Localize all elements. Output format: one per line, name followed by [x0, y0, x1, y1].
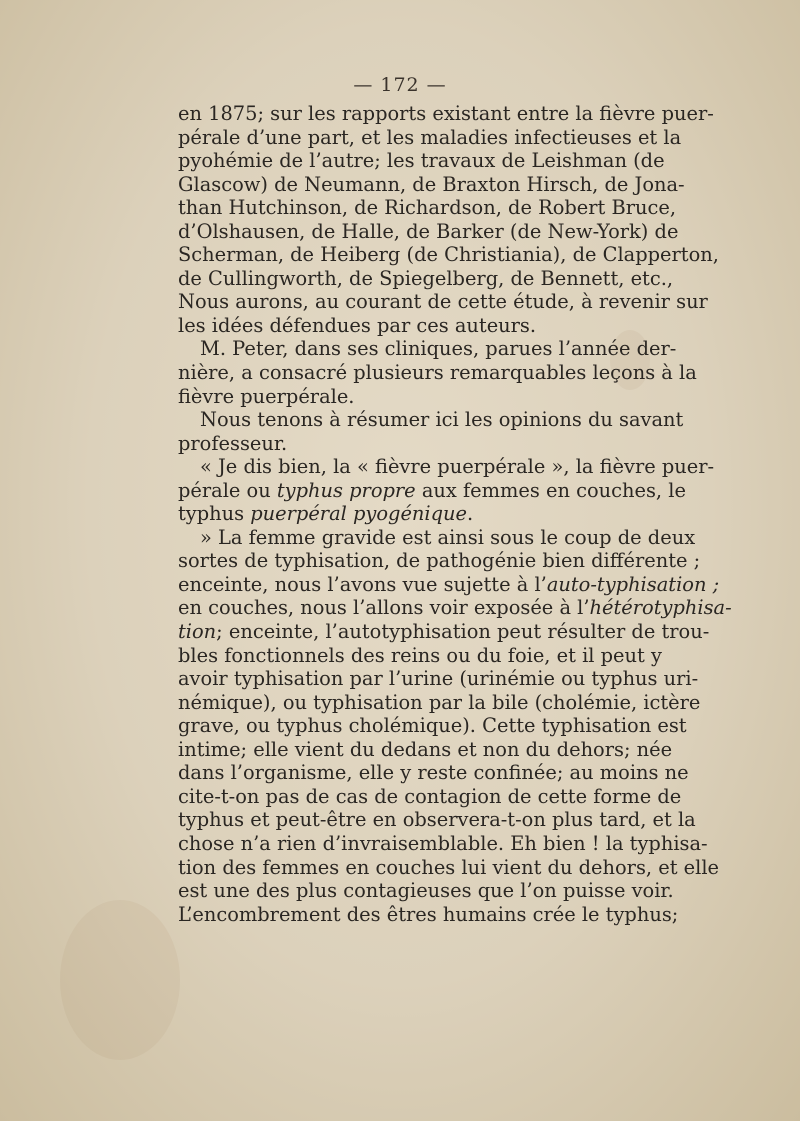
- text-line: than Hutchinson, de Richardson, de Robert Bruce,: [178, 196, 676, 220]
- text-line: d’Olshausen, de Halle, de Barker (de New-York) de: [178, 219, 679, 243]
- text-line: » La femme gravide est ainsi sous le coup de deux: [200, 525, 696, 549]
- text-line: Nous aurons, au courant de cette étude, à revenir sur: [178, 290, 708, 314]
- paper-stain: [60, 900, 180, 1060]
- text-line: cite-t-on pas de cas de contagion de cette forme de: [178, 784, 682, 808]
- text-line: Nous tenons à résumer ici les opinions du savant: [200, 408, 684, 432]
- text-line: Scherman, de Heiberg (de Christiania), de Clapperton,: [178, 243, 719, 267]
- text-line: [178, 478, 686, 503]
- text-line: tion des femmes en couches lui vient du dehors, et elle: [178, 855, 720, 879]
- italic-text: puerpéral pyogénique: [250, 502, 467, 526]
- text-segment: .: [467, 502, 474, 526]
- text-line: bles fonctionnels des reins ou du foie, et il peut y: [178, 643, 662, 667]
- text-line: professeur.: [178, 431, 288, 455]
- text-line: fièvre puerpérale.: [178, 384, 355, 408]
- text-line: « Je dis bien, la « fièvre puerpérale », la fièvre puer-: [200, 455, 715, 479]
- text-line: [178, 572, 720, 597]
- text-line: de Cullingworth, de Spiegelberg, de Bennett, etc.,: [178, 266, 674, 290]
- text-line: est une des plus contagieuses que l’on puisse voir.: [178, 879, 674, 903]
- text-line: sortes de typhisation, de pathogénie bien différente ;: [178, 549, 701, 573]
- text-segment: en couches, nous l’allons voir exposée à l’: [178, 596, 590, 620]
- text-line: dans l’organisme, elle y reste confinée; au moins ne: [178, 761, 689, 785]
- italic-text: auto-typhisation ;: [546, 572, 720, 596]
- italic-text: tion: [178, 620, 217, 644]
- text-line: avoir typhisation par l’urine (urinémie ou typhus uri-: [178, 667, 699, 691]
- text-line: L’encombrement des êtres humains crée le typhus;: [178, 902, 679, 926]
- text-line: grave, ou typhus cholémique). Cette typhisation est: [178, 714, 687, 738]
- text-line: [178, 596, 732, 620]
- text-line: pérale d’une part, et les maladies infectieuses et la: [178, 125, 682, 149]
- text-line: [178, 502, 642, 526]
- text-line: chose n’a rien d’invraisemblable. Eh bien ! la typhisa-: [178, 831, 708, 855]
- text-line: [178, 620, 710, 644]
- text-segment: aux femmes en couches, le: [415, 478, 686, 502]
- text-segment: enceinte, nous l’avons vue sujette à l’: [178, 572, 547, 596]
- text-line: typhus et peut-être en observera-t-on plus tard, et la: [178, 808, 696, 832]
- text-segment: ; enceinte, l’autotyphisation peut résulter de trou-: [216, 620, 710, 644]
- body-text: [178, 102, 732, 926]
- italic-text: hétérotyphisa-: [589, 596, 732, 620]
- text-line: Glascow) de Neumann, de Braxton Hirsch, de Jona-: [178, 172, 685, 196]
- text-line: nière, a consacré plusieurs remarquables leçons à la: [178, 361, 697, 385]
- text-line: M. Peter, dans ses cliniques, parues l’année der-: [200, 337, 677, 361]
- text-line: némique), ou typhisation par la bile (cholémie, ictère: [178, 690, 701, 714]
- text-segment: pérale ou: [178, 478, 277, 502]
- text-line: intime; elle vient du dedans et non du dehors; née: [178, 737, 673, 761]
- italic-text: typhus propre: [276, 478, 416, 502]
- page-number-header: — 172 —: [353, 74, 447, 96]
- text-segment: typhus: [178, 502, 251, 526]
- text-line: en 1875; sur les rapports existant entre la fièvre puer-: [178, 102, 714, 125]
- text-line: les idées défendues par ces auteurs.: [178, 313, 537, 337]
- text-line: pyohémie de l’autre; les travaux de Leishman (de: [178, 149, 665, 173]
